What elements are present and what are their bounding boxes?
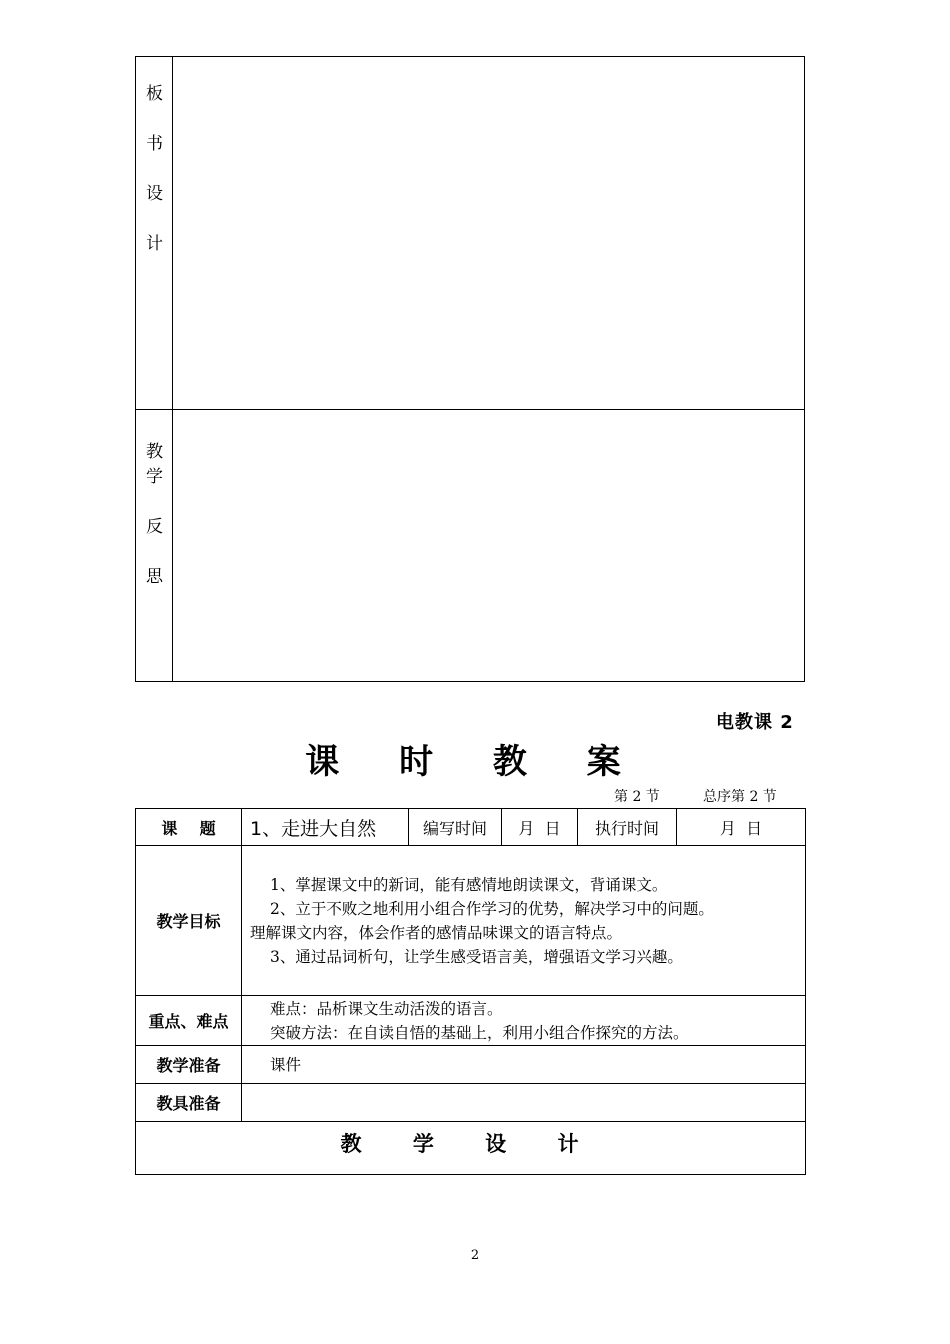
goal-line: 理解课文内容，体会作者的感情品味课文的语言特点。 bbox=[250, 923, 623, 942]
prep-value: 课件 bbox=[242, 1046, 806, 1084]
topic-value: 1、走进大自然 bbox=[242, 809, 409, 846]
topic-label: 课 题 bbox=[136, 809, 242, 846]
label-char: 思 bbox=[146, 567, 163, 587]
board-design-label bbox=[136, 57, 173, 409]
write-time-label: 编写时间 bbox=[409, 809, 502, 846]
write-time-value: 月 日 bbox=[502, 809, 578, 846]
topic-row bbox=[136, 809, 806, 846]
keypoints-label: 重点、难点 bbox=[136, 996, 242, 1046]
label-char: 书 bbox=[146, 134, 163, 154]
prep-label: 教学准备 bbox=[136, 1046, 242, 1084]
prep-row bbox=[136, 1046, 806, 1084]
exec-time-value: 月 日 bbox=[677, 809, 806, 846]
label-char: 板 bbox=[146, 84, 163, 104]
teaching-reflection-row bbox=[136, 410, 804, 681]
board-design-row bbox=[136, 57, 804, 410]
label-char: 教 bbox=[146, 442, 163, 462]
goals-row bbox=[136, 846, 806, 996]
label-char: 反 bbox=[146, 517, 163, 537]
label-char: 学 bbox=[146, 467, 163, 487]
page-title: 课 时 教 案 bbox=[305, 742, 645, 782]
tools-row bbox=[136, 1084, 806, 1122]
page-number: 2 bbox=[470, 1248, 480, 1263]
goals-label: 教学目标 bbox=[136, 846, 242, 996]
tools-value bbox=[242, 1084, 806, 1122]
keypoints-content bbox=[242, 996, 806, 1046]
exec-time-label: 执行时间 bbox=[578, 809, 677, 846]
teaching-design-heading: 教 学 设 计 bbox=[136, 1122, 806, 1175]
top-table bbox=[135, 56, 805, 682]
goal-line: 1、掌握课文中的新词，能有感情地朗读课文，背诵课文。 bbox=[270, 875, 668, 894]
total-order: 总序第 2 节 bbox=[703, 789, 777, 805]
label-char: 设 bbox=[146, 184, 163, 204]
goals-content bbox=[242, 846, 806, 996]
tools-label: 教具准备 bbox=[136, 1084, 242, 1122]
label-char: 计 bbox=[146, 234, 163, 254]
design-row bbox=[136, 1122, 806, 1175]
lesson-plan-table bbox=[135, 808, 806, 1175]
course-category: 电教课 2 bbox=[716, 712, 794, 733]
goal-line: 3、通过品词析句，让学生感受语言美，增强语文学习兴趣。 bbox=[270, 947, 683, 966]
teaching-reflection-label bbox=[136, 410, 173, 681]
keypoints-row bbox=[136, 996, 806, 1046]
keypoint-line: 突破方法：在自读自悟的基础上，利用小组合作探究的方法。 bbox=[270, 1023, 689, 1042]
goal-line: 2、立于不败之地利用小组合作学习的优势，解决学习中的问题。 bbox=[270, 899, 714, 918]
keypoint-line: 难点：品析课文生动活泼的语言。 bbox=[270, 999, 503, 1018]
section-number: 第 2 节 bbox=[614, 789, 660, 805]
